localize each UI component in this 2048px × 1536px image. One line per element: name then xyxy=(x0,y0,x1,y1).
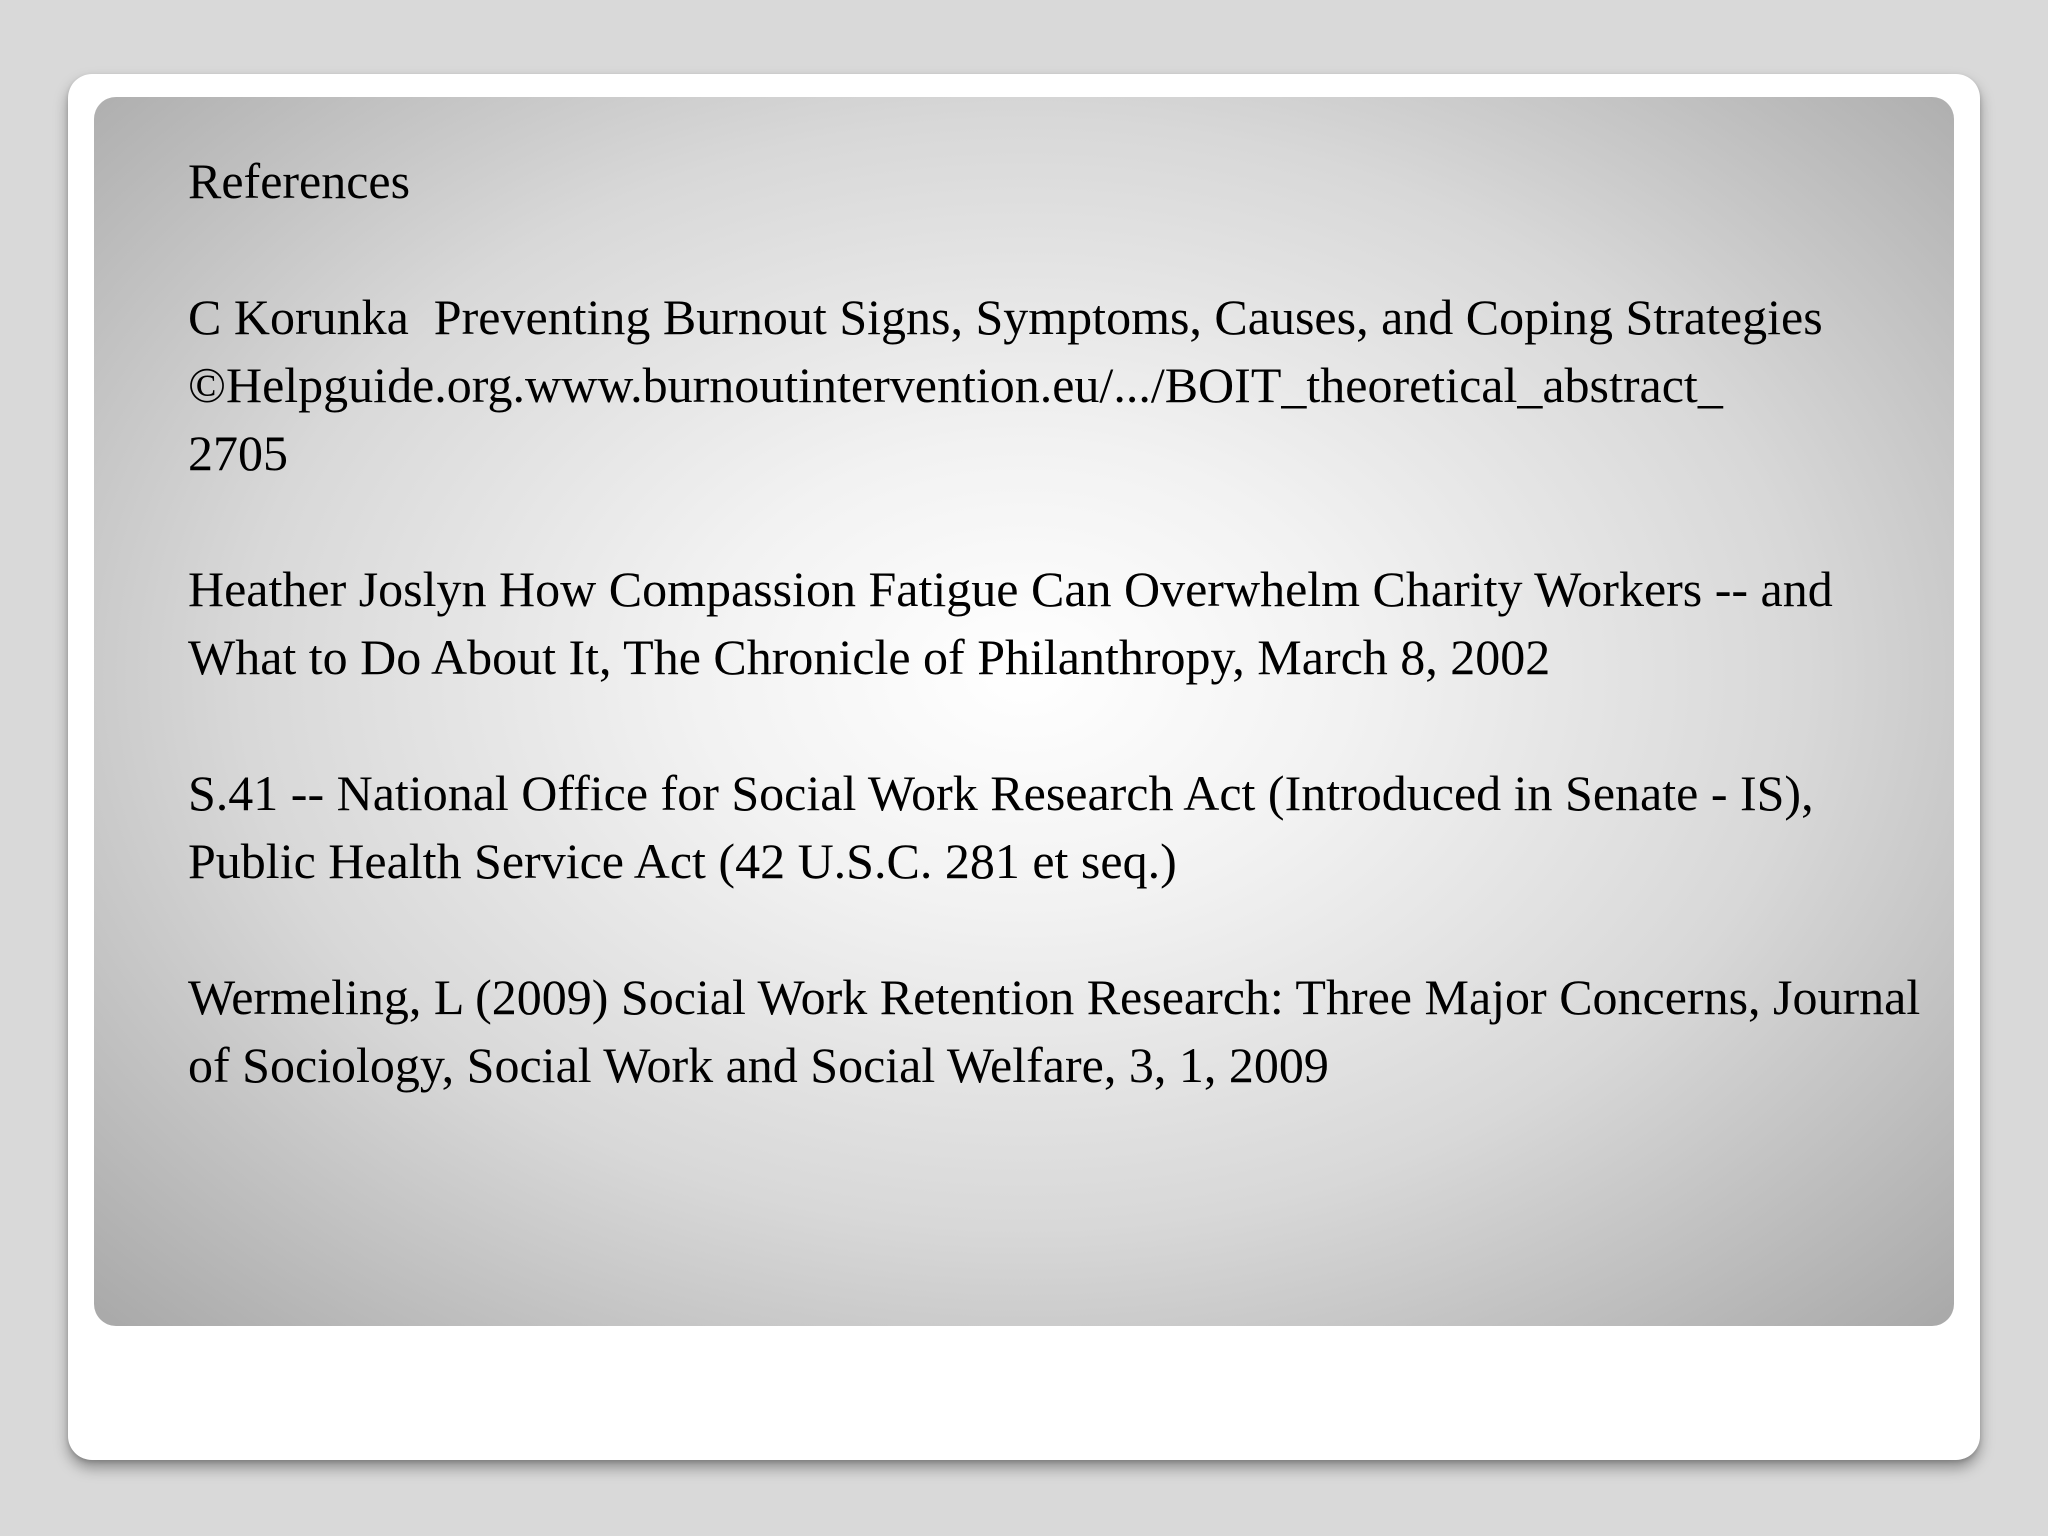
reference-item: S.41 -- National Office for Social Work Research Act (Introduced in Senate - IS), Public Health Service Act (42 U.S.C. 281 et seq.) xyxy=(188,765,1827,889)
reference-text-tail: 2705 xyxy=(188,425,288,481)
reference-text: C Korunka Preventing Burnout Signs, Symptoms, Causes, and Coping Strategies xyxy=(188,289,1823,345)
references-text-block xyxy=(188,147,1933,1167)
content-panel xyxy=(94,97,1954,1326)
reference-item: Heather Joslyn How Compassion Fatigue Can Overwhelm Charity Workers -- and What to Do About It, The Chronicle of Philanthropy, March 8, 2002 xyxy=(188,561,1845,685)
slide-title: References xyxy=(188,153,411,209)
reference-url: ©Helpguide.org.www.burnoutintervention.eu/.../BOIT_theoretical_abstract_ xyxy=(188,357,1723,413)
reference-item: Wermeling, L (2009) Social Work Retention Research: Three Major Concerns, Journal of Sociology, Social Work and Social Welfare, 3, 1, 2009 xyxy=(188,969,1933,1093)
reference-item xyxy=(188,283,1928,487)
